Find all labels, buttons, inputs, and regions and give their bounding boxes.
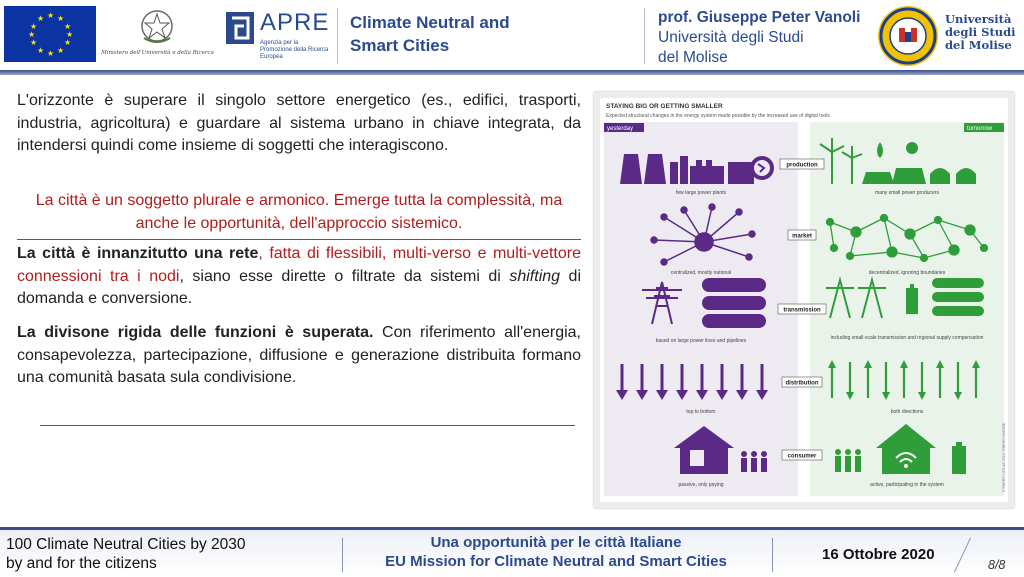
university-name-line1: Università — [945, 12, 1012, 26]
infographic-credit: © ENERGY ATLAS 2018 / ENERGYWENDE — [1002, 422, 1006, 492]
eu-flag-icon: ★ ★ ★ ★ ★ ★ ★ ★ ★ ★ ★ ★ — [4, 6, 96, 62]
category-production: production — [786, 162, 818, 169]
category-consumer: consumer — [787, 453, 817, 460]
apre-logo — [226, 9, 330, 60]
slide-title-line1: Climate Neutral and — [350, 13, 510, 32]
network-paragraph-red: , fatta di flessibili, multi-verso e multi-vettore connessioni tra i nodi — [17, 245, 581, 285]
footer-mid-line1: Una opportunità per le città Italiane — [430, 534, 682, 551]
footer-subtitle — [352, 533, 760, 571]
apre-subtitle: Agenzia per la Promozione della Ricerca Europea — [260, 40, 329, 60]
slide-title — [350, 11, 570, 57]
callout-text: La città è un soggetto plurale e armonico. Emerge tutta la complessità, ma anche le opportunità, dell'approccio sistemico. — [35, 192, 563, 232]
footer-date: 16 Ottobre 2020 — [822, 546, 935, 563]
caption-decentralized: decentralized, ignoring boundaries — [868, 270, 946, 276]
footer-mid-line2: EU Mission for Climate Neutral and Smart Cities — [385, 553, 727, 570]
functions-paragraph-text: Con riferimento all'energia, consapevolezza, partecipazione, diffusione e generazione distribuita formano una comunità basata sula condivisione. — [17, 324, 581, 386]
university-name-line2: degli Studi — [945, 25, 1016, 39]
university-name-line3: del Molise — [945, 38, 1012, 52]
italian-republic-emblem — [100, 4, 215, 64]
header-divider — [644, 8, 645, 64]
author-name: prof. Giuseppe Peter Vanoli — [658, 9, 861, 26]
header-divider — [337, 8, 338, 64]
author-affiliation-line1: Università degli Studi — [658, 29, 804, 46]
tomorrow-tag: tomorrow — [967, 126, 993, 132]
network-paragraph-bold: La città è innanzitutto una rete — [17, 245, 259, 262]
header-rule — [0, 70, 1024, 75]
page-number: 8/8 — [988, 558, 1006, 572]
caption-few-large-plants: few large power plants — [675, 190, 727, 196]
bidirectional-arrows-icon — [828, 360, 980, 400]
caption-passive: passive, only paying — [678, 482, 724, 488]
section-rule — [40, 425, 575, 426]
section-rule — [17, 239, 581, 240]
author-block — [658, 8, 860, 68]
category-transmission: transmission — [783, 307, 821, 314]
infographic-title: STAYING BIG OR GETTING SMALLER — [606, 103, 723, 110]
caption-small-scale: including small-scale transmission and regional supply compensation — [830, 335, 984, 341]
university-seal-icon — [878, 6, 938, 66]
caption-large-lines: based on large power lines and pipelines — [655, 338, 747, 344]
intro-paragraph: L'orizzonte è superare il singolo settore energetico (es., edifici, trasporti, industria, agricoltura) e guardare al sistema urbano in chiave integrata, da intendersi quindi come insieme di soggetti che interagiscono. — [17, 92, 581, 154]
author-affiliation-line2: del Molise — [658, 49, 728, 66]
network-paragraph-text-end: di domanda e conversione. — [17, 267, 581, 307]
footer-left-line1: 100 Climate Neutral Cities by 2030 — [6, 536, 246, 553]
footer-mission-title — [6, 535, 246, 573]
network-paragraph — [17, 243, 581, 311]
apre-mark-icon — [226, 12, 254, 44]
slide-title-line2: Smart Cities — [350, 36, 450, 55]
energy-infographic — [594, 92, 1014, 508]
footer-divider — [772, 538, 773, 572]
caption-both-directions: both directions — [890, 409, 924, 415]
footer-slash-divider — [954, 538, 971, 573]
slide-footer — [0, 530, 1024, 577]
functions-paragraph-bold: La divisone rigida delle funzioni è superata. — [17, 324, 374, 341]
category-distribution: distribution — [785, 380, 819, 387]
category-market: market — [792, 233, 812, 240]
caption-active: active, participating in the system — [870, 482, 944, 488]
apre-name: APRE — [260, 9, 330, 36]
infographic-subtitle: Expected structural changes in the energy system made possible by the increased use of digital tools — [606, 113, 830, 119]
footer-divider — [342, 538, 343, 572]
caption-many-small-producers: many small power producers — [875, 190, 939, 196]
network-paragraph-italic: shifting — [509, 267, 561, 285]
caption-top-to-bottom: top to bottom — [686, 409, 716, 415]
yesterday-tag: yesterday — [607, 126, 634, 132]
slide-header — [0, 0, 1024, 70]
network-paragraph-text: , siano esse dirette o filtrate da sistemi di — [179, 267, 510, 285]
university-name — [945, 13, 1024, 52]
functions-paragraph — [17, 322, 581, 390]
caption-centralized: centralized, mostly national — [670, 270, 732, 276]
footer-left-line2: by and for the citizens — [6, 555, 157, 572]
ministry-caption: Ministero dell'Università e della Ricerca — [101, 50, 214, 56]
